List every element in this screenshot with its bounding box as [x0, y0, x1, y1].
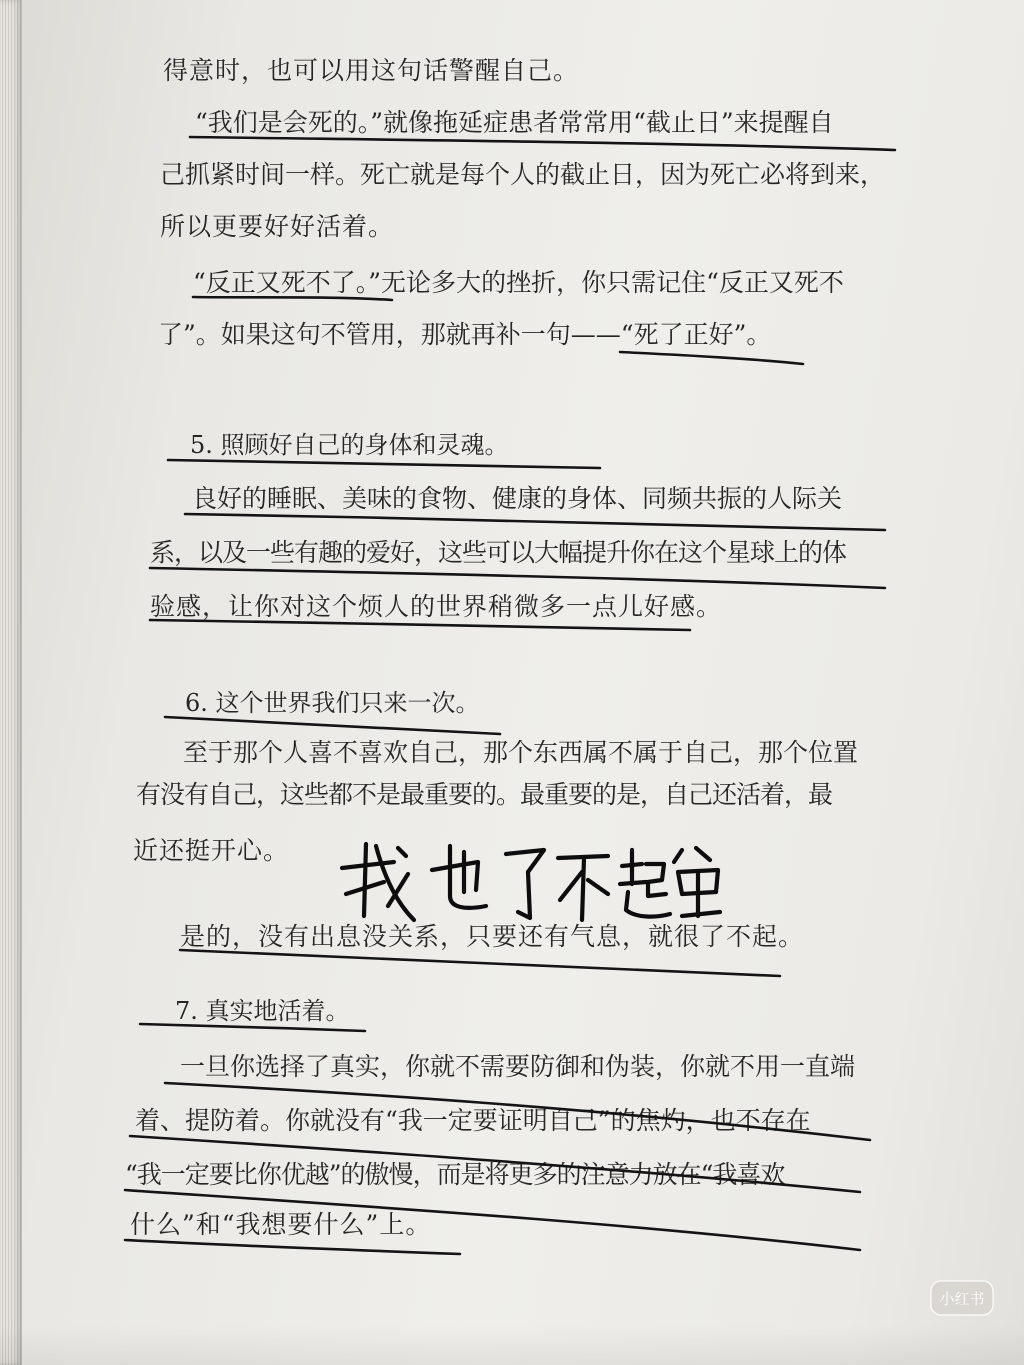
underline-1: [190, 137, 895, 150]
text-line-10: 验感，让你对这个烦人的世界稍微多一点儿好感。: [150, 592, 723, 621]
watermark-text: 小红书: [939, 1290, 985, 1308]
text-line-17: 一旦你选择了真实，你就不需要防御和伪装，你就不用一直端: [180, 1052, 856, 1081]
text-line-13: 有没有自己，这些都不是最重要的。最重要的是，自己还活着，最: [136, 780, 833, 809]
text-line-4: 所以更要好好活着。: [160, 212, 395, 241]
text-line-20: 什么”和“我想要什么”上。: [130, 1210, 432, 1239]
section-heading-6: 6. 这个世界我们只来一次。: [185, 689, 480, 717]
handwritten-note: [336, 836, 726, 928]
underline-8: [165, 717, 500, 734]
underline-3: [620, 352, 803, 364]
underline-9: [180, 950, 780, 976]
bottom-shadow: [0, 1325, 1024, 1365]
page-stack-edge: [0, 0, 22, 1365]
underline-4: [168, 460, 600, 468]
text-line-15: 是的，没有出息没关系，只要还有气息，就很了不起。: [180, 922, 805, 951]
underline-6: [150, 568, 885, 588]
section-heading-5: 5. 照顾好自己的身体和灵魂。: [190, 431, 509, 459]
text-line-3: 己抓紧时间一样。死亡就是每个人的截止日，因为死亡必将到来，: [160, 160, 886, 189]
text-line-8: 良好的睡眠、美味的食物、健康的身体、同频共振的人际关: [192, 484, 843, 513]
xiaohongshu-watermark: [930, 1280, 994, 1316]
text-line-18: 着、提防着。你就没有“我一定要证明自己”的焦灼，也不存在: [135, 1106, 811, 1135]
text-line-12: 至于那个人喜不喜欢自己，那个东西属不属于自己，那个位置: [183, 738, 859, 767]
section-heading-7: 7. 真实地活着。: [175, 997, 350, 1025]
text-line-14: 近还挺开心。: [133, 836, 290, 865]
text-line-5: “反正又死不了。”无论多大的挫折，你只需记住“反正又死不: [193, 268, 844, 297]
text-line-2: “我们是会死的。”就像拖延症患者常常用“截止日”来提醒自: [195, 108, 834, 137]
text-line-9: 系，以及一些有趣的爱好，这些可以大幅提升你在这个星球上的体: [150, 538, 847, 567]
text-line-19: “我一定要比你优越”的傲慢，而是将更多的注意力放在“我喜欢: [125, 1160, 785, 1189]
text-line-6: 了”。如果这句不管用，那就再补一句——“死了正好”。: [158, 320, 772, 349]
underline-14: [125, 1240, 460, 1254]
underline-5: [185, 514, 885, 530]
text-line-1: 得意时，也可以用这句话警醒自己。: [163, 56, 580, 85]
